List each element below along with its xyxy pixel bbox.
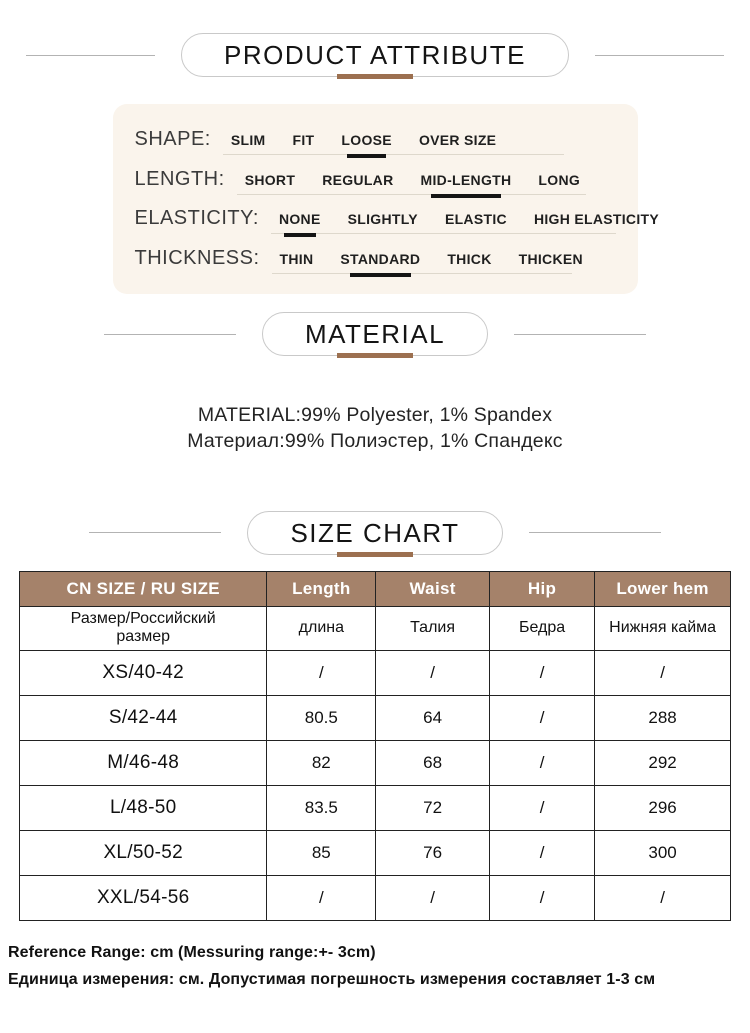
measurement-footnotes	[8, 939, 742, 993]
product-attribute-title: PRODUCT ATTRIBUTE	[224, 40, 526, 70]
attribute-option: SLIGHTLY	[347, 211, 418, 228]
attribute-options	[237, 172, 586, 195]
value-cell: 83.5	[267, 785, 376, 830]
attribute-option-selected: LOOSE	[341, 132, 392, 148]
title-accent-bar	[337, 353, 413, 358]
value-cell: /	[489, 830, 594, 875]
attribute-option: OVER SIZE	[418, 132, 497, 148]
right-flourish-line	[595, 55, 724, 56]
value-cell: 68	[376, 740, 490, 785]
size-cell: M/46-48	[20, 740, 267, 785]
attribute-option-selected: NONE	[278, 211, 321, 228]
product-attribute-header	[0, 33, 750, 77]
size-chart-title-pill	[247, 511, 502, 555]
material-title: MATERIAL	[304, 319, 446, 349]
value-cell: 64	[376, 695, 490, 740]
value-cell: 292	[595, 740, 731, 785]
left-flourish-line	[104, 334, 236, 335]
value-cell: 296	[595, 785, 731, 830]
attribute-option-selected: MID-LENGTH	[420, 171, 512, 188]
left-flourish-line	[89, 532, 221, 533]
size-chart-title: SIZE CHART	[290, 517, 460, 548]
attribute-option: HIGH ELASTICITY	[533, 211, 659, 228]
value-cell: /	[376, 875, 490, 920]
value-cell: /	[595, 650, 731, 695]
material-line: Материал:99% Полиэстер, 1% Спандекс	[187, 430, 563, 453]
value-cell: /	[489, 740, 594, 785]
column-subheader: Размер/Российский размер	[20, 606, 267, 650]
column-subheader: Нижняя кайма	[595, 606, 731, 650]
size-cell: XXL/54-56	[20, 875, 267, 920]
column-header: Hip	[489, 571, 594, 606]
attribute-label: LENGTH:	[134, 167, 225, 190]
right-flourish-line	[514, 334, 646, 335]
attribute-label: ELASTICITY:	[134, 207, 259, 230]
table-row	[20, 650, 731, 695]
attribute-box	[113, 104, 659, 294]
table-row	[20, 695, 731, 740]
attribute-option: THIN	[279, 250, 314, 267]
value-cell: /	[267, 875, 376, 920]
value-cell: 72	[376, 785, 490, 830]
column-header: Lower hem	[595, 571, 731, 606]
size-chart-header	[0, 511, 750, 555]
attribute-option: THICK	[447, 250, 492, 267]
table-row	[20, 740, 731, 785]
material-header	[0, 312, 750, 356]
product-attribute-title-pill	[181, 33, 569, 77]
value-cell: 76	[376, 830, 490, 875]
title-accent-bar	[337, 552, 413, 557]
attribute-option: SHORT	[244, 171, 296, 188]
attribute-option-selected: STANDARD	[340, 250, 421, 267]
size-cell: XS/40-42	[20, 650, 267, 695]
attribute-row	[135, 247, 616, 274]
value-cell: /	[267, 650, 376, 695]
size-chart-table	[19, 571, 731, 921]
attribute-option: FIT	[292, 132, 315, 148]
column-subheader: длина	[267, 606, 376, 650]
size-cell: XL/50-52	[20, 830, 267, 875]
value-cell: 85	[267, 830, 376, 875]
attribute-label: THICKNESS:	[134, 246, 260, 269]
value-cell: 300	[595, 830, 731, 875]
attribute-option: REGULAR	[322, 171, 394, 188]
value-cell: /	[489, 785, 594, 830]
table-header-row	[20, 571, 731, 606]
title-accent-bar	[337, 74, 413, 79]
attribute-option: SLIM	[230, 132, 266, 148]
attribute-row	[134, 207, 659, 234]
attribute-label: SHAPE:	[134, 128, 211, 150]
column-header: CN SIZE / RU SIZE	[20, 571, 267, 606]
attribute-options	[271, 211, 659, 234]
material-composition	[0, 402, 750, 455]
attribute-option: THICKEN	[518, 250, 583, 267]
right-flourish-line	[529, 532, 661, 533]
footnote-line: Reference Range: cm (Messuring range:+- 3cm)	[8, 943, 376, 961]
value-cell: /	[595, 875, 731, 920]
value-cell: 288	[595, 695, 731, 740]
value-cell: /	[376, 650, 490, 695]
table-row	[20, 830, 731, 875]
value-cell: 82	[267, 740, 376, 785]
material-title-pill	[262, 312, 488, 356]
table-row	[20, 785, 731, 830]
column-header: Length	[267, 571, 376, 606]
column-subheader: Талия	[376, 606, 490, 650]
attribute-option: ELASTIC	[444, 211, 507, 228]
attribute-row	[135, 168, 616, 195]
value-cell: /	[489, 875, 594, 920]
size-cell: S/42-44	[20, 695, 267, 740]
table-row	[20, 875, 731, 920]
attribute-options	[223, 132, 564, 155]
left-flourish-line	[26, 55, 155, 56]
attribute-options	[272, 250, 583, 274]
value-cell: /	[489, 695, 594, 740]
footnote-line: Единица измерения: см. Допустимая погрешность измерения составляет 1-3 см	[8, 970, 656, 988]
column-subheader: Бедра	[489, 606, 594, 650]
material-line: MATERIAL:99% Polyester, 1% Spandex	[197, 404, 553, 426]
attribute-option: LONG	[538, 171, 581, 188]
attribute-row	[135, 128, 616, 155]
column-header: Waist	[376, 571, 490, 606]
value-cell: /	[489, 650, 594, 695]
table-subheader-row	[20, 606, 731, 650]
size-cell: L/48-50	[20, 785, 267, 830]
value-cell: 80.5	[267, 695, 376, 740]
